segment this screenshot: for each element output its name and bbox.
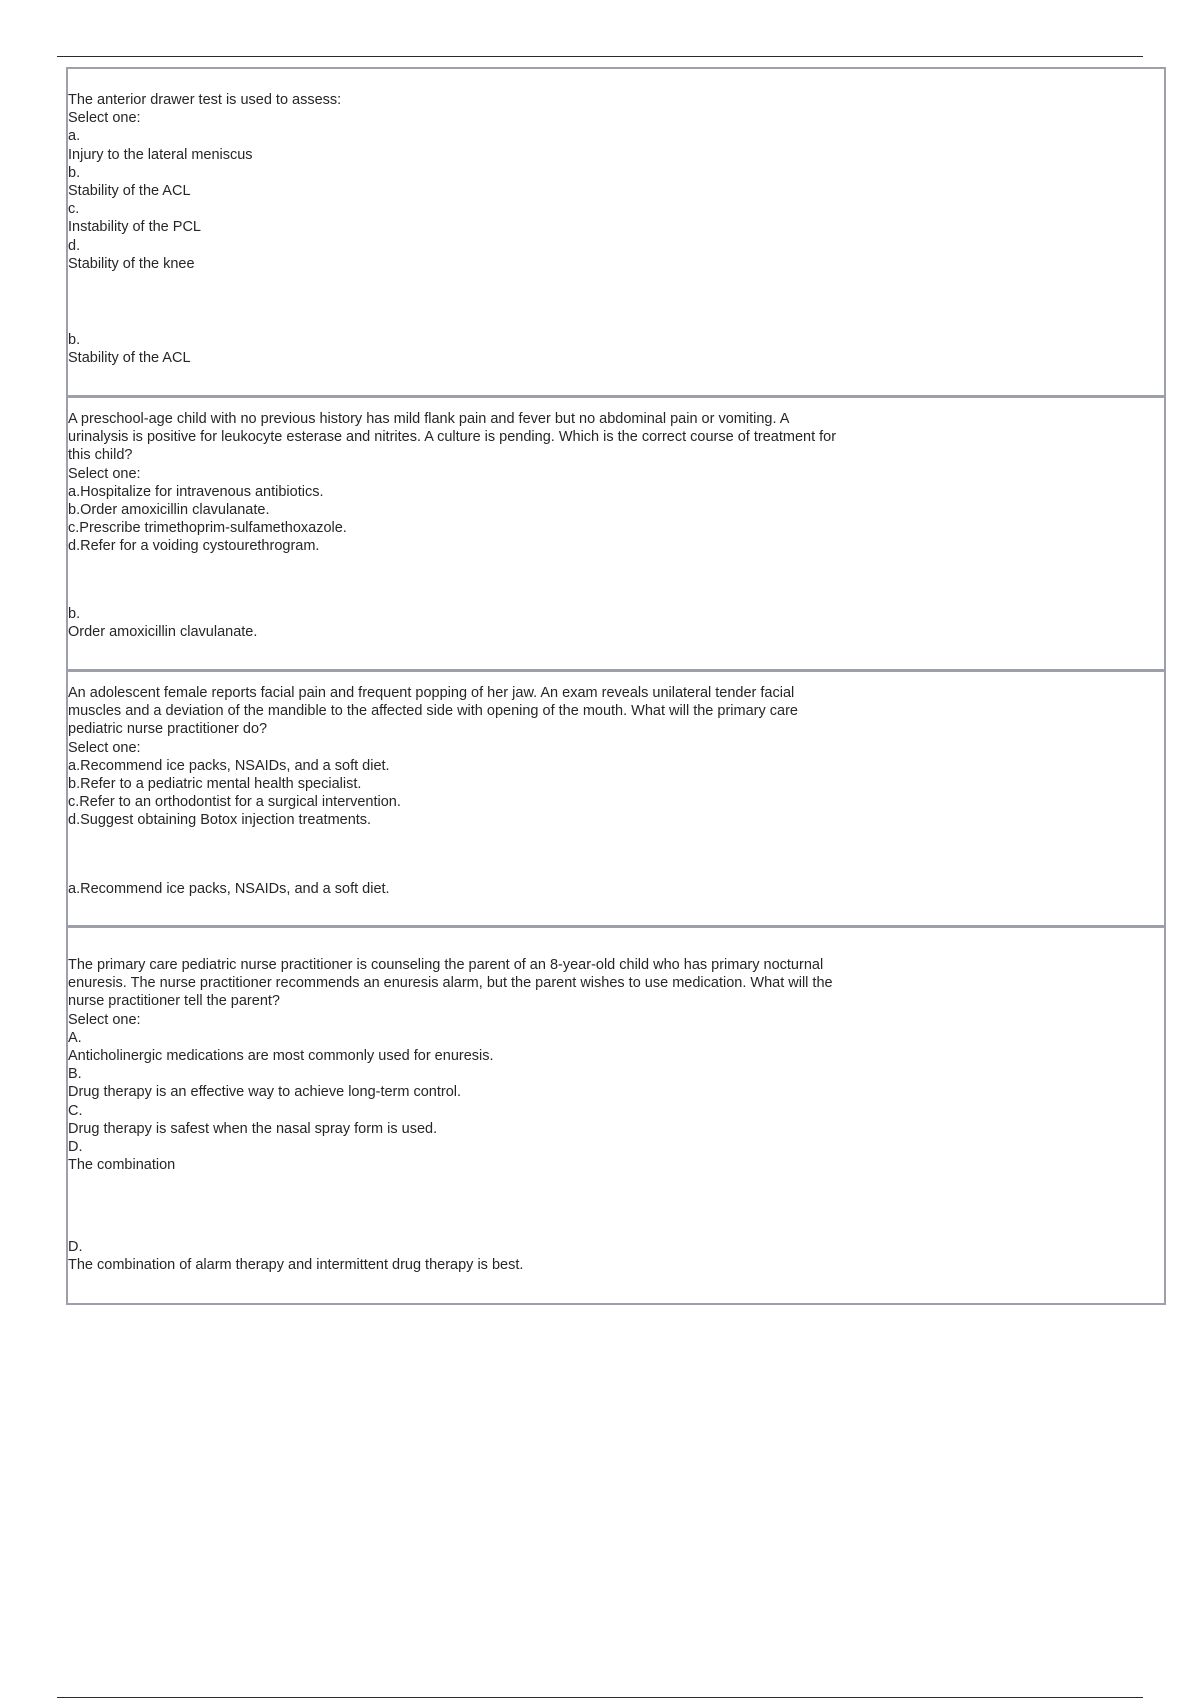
question-block-4 (68, 925, 1164, 1303)
answer-text: Stability of the ACL (68, 350, 191, 367)
select-one-label: Select one: (68, 1011, 141, 1028)
option-letter-d: d. (68, 237, 81, 254)
option-c: c.Prescribe trimethoprim-sulfamethoxazole. (68, 520, 347, 537)
option-a: a.Hospitalize for intravenous antibiotics. (68, 483, 324, 500)
prompt-line: The primary care pediatric nurse practitioner is counseling the parent of an 8-year-old child who has primary nocturnal (68, 957, 824, 973)
answer-text: Order amoxicillin clavulanate. (68, 624, 258, 641)
answer-text: The combination of alarm therapy and intermittent drug therapy is best. (68, 1257, 524, 1274)
option-letter-a: A. (68, 1029, 82, 1046)
question-block-1 (68, 69, 1164, 395)
option-d: d.Refer for a voiding cystourethrogram. (68, 538, 320, 555)
prompt-line: nurse practitioner tell the parent? (68, 993, 280, 1010)
option-text-d: The combination (68, 1157, 176, 1174)
prompt-line: An adolescent female reports facial pain and frequent popping of her jaw. An exam reveals unilateral tender facial (68, 685, 795, 701)
option-text-b: Stability of the ACL (68, 183, 191, 200)
select-one-label: Select one: (68, 465, 141, 482)
answer-letter: b. (68, 332, 81, 348)
question-block-3 (68, 669, 1164, 925)
correct-answer (68, 331, 191, 367)
prompt-line: this child? (68, 447, 133, 464)
correct-answer (68, 1238, 523, 1274)
option-text-d: Stability of the knee (68, 255, 195, 272)
option-letter-c: C. (68, 1102, 83, 1119)
option-letter-b: B. (68, 1066, 82, 1083)
option-letter-c: c. (68, 201, 80, 218)
option-text-b: Drug therapy is an effective way to achieve long-term control. (68, 1084, 462, 1101)
question-prompt (68, 684, 928, 739)
correct-answer (68, 605, 257, 641)
prompt-line: A preschool-age child with no previous history has mild flank pain and fever but no abdominal pain or vomiting. A (68, 411, 790, 427)
question-prompt: The anterior drawer test is used to assess: (68, 92, 342, 108)
option-text-c: Drug therapy is safest when the nasal spray form is used. (68, 1120, 438, 1137)
option-text-c: Instability of the PCL (68, 219, 201, 236)
answer-letter: D. (68, 1239, 83, 1255)
option-text-a: Anticholinergic medications are most commonly used for enuresis. (68, 1048, 494, 1065)
question-block-2 (68, 395, 1164, 669)
answer-letter: b. (68, 606, 81, 622)
prompt-line: urinalysis is positive for leukocyte esterase and nitrites. A culture is pending. Which is the correct course of treatment for (68, 429, 837, 446)
quiz-review-table (66, 67, 1166, 1305)
option-b: b.Refer to a pediatric mental health specialist. (68, 776, 362, 793)
option-a: a.Recommend ice packs, NSAIDs, and a soft diet. (68, 757, 390, 774)
select-one-label: Select one: (68, 110, 141, 127)
question-prompt (68, 956, 928, 1011)
prompt-line: muscles and a deviation of the mandible to the affected side with opening of the mouth. What will the primary care (68, 703, 798, 720)
answer-text: a.Recommend ice packs, NSAIDs, and a soft diet. (68, 881, 390, 897)
prompt-line: enuresis. The nurse practitioner recommends an enuresis alarm, but the parent wishes to use medication. What will the (68, 975, 833, 992)
option-c: c.Refer to an orthodontist for a surgical intervention. (68, 794, 401, 811)
option-letter-b: b. (68, 164, 81, 181)
correct-answer (68, 880, 390, 898)
option-text-a: Injury to the lateral meniscus (68, 146, 253, 163)
top-divider (57, 56, 1143, 57)
prompt-line: pediatric nurse practitioner do? (68, 721, 268, 738)
option-b: b.Order amoxicillin clavulanate. (68, 502, 270, 519)
select-one-label: Select one: (68, 739, 141, 756)
option-letter-a: a. (68, 128, 81, 145)
option-letter-d: D. (68, 1139, 83, 1156)
option-d: d.Suggest obtaining Botox injection treatments. (68, 812, 372, 829)
bottom-divider (57, 1697, 1143, 1698)
question-prompt (68, 410, 928, 465)
